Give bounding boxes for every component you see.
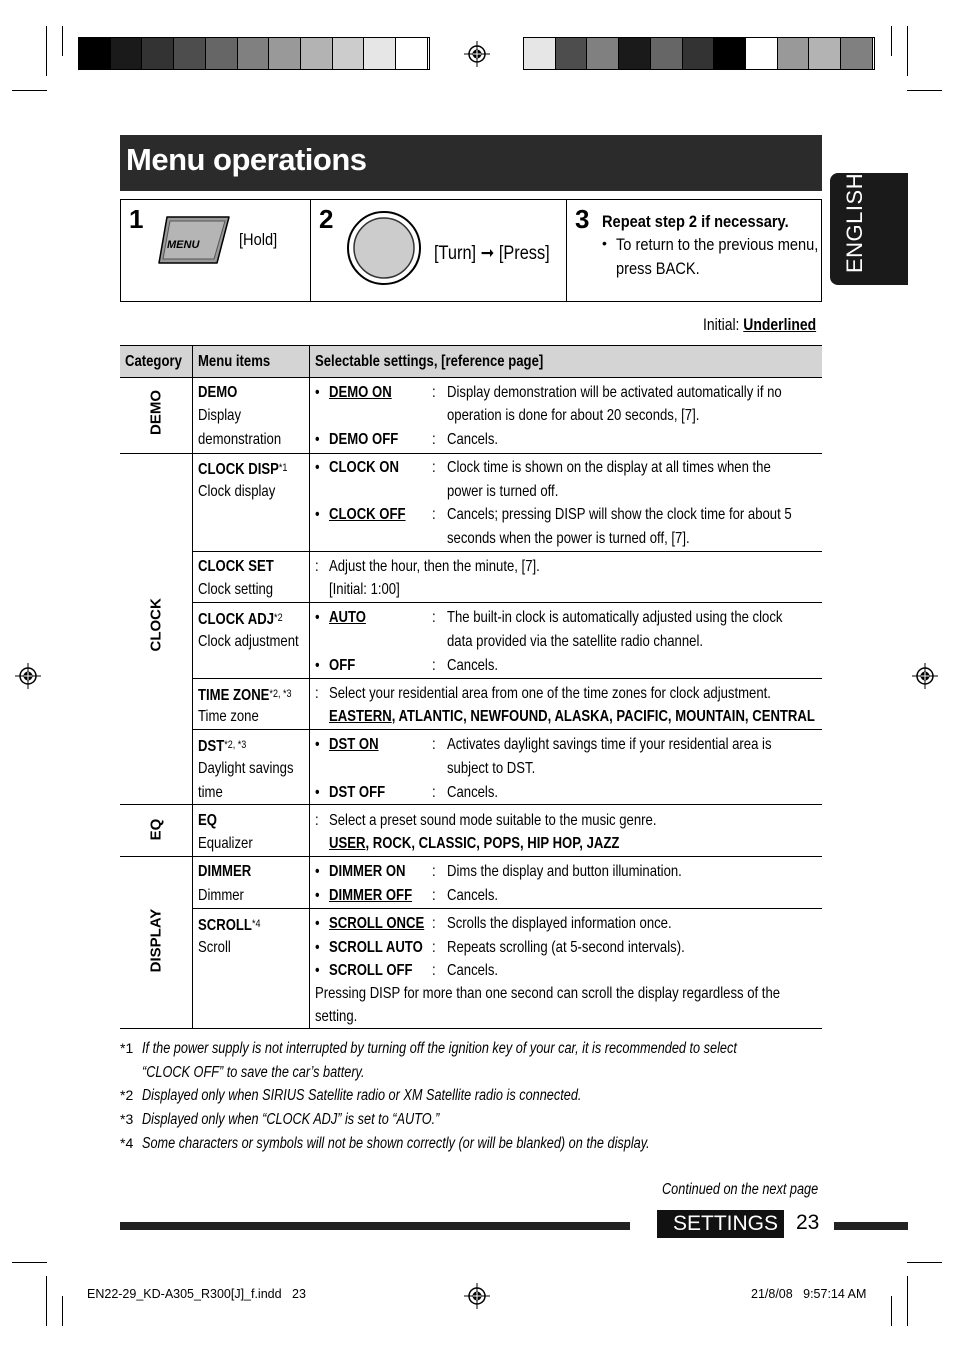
crop-mark: [891, 26, 892, 56]
footnote-mark: *3: [120, 1111, 134, 1127]
scroll-note: setting.: [315, 1008, 358, 1025]
bullet-icon: •: [315, 863, 320, 880]
crop-mark: [12, 1262, 47, 1263]
option-desc: The built-in clock is automatically adjusted using the clock: [447, 609, 783, 626]
color-swatch: [206, 38, 238, 69]
step-1-action: [Hold]: [239, 230, 278, 249]
category-display: DISPLAY: [147, 908, 165, 973]
header-menu-items: Menu items: [198, 353, 271, 370]
crop-mark: [12, 90, 47, 91]
option-auto: AUTO: [329, 609, 366, 626]
separator-colon: :: [432, 384, 436, 401]
initial-note: [703, 315, 816, 335]
step-3-number: 3: [575, 204, 590, 234]
option-desc: Cancels.: [447, 657, 499, 674]
item-time-zone-sub: Time zone: [198, 708, 259, 725]
bullet-icon: •: [315, 736, 320, 753]
item-scroll: SCROLL*4: [198, 917, 261, 934]
color-swatch: [174, 38, 206, 69]
item-dimmer: DIMMER: [198, 863, 252, 880]
separator-colon: :: [432, 863, 436, 880]
option-desc: Cancels.: [447, 784, 499, 801]
color-swatch: [524, 38, 556, 69]
option-desc: Scrolls the displayed information once.: [447, 915, 672, 932]
crop-mark: [907, 26, 908, 76]
item-clock-adj-sub: Clock adjustment: [198, 633, 299, 650]
separator-colon: :: [432, 962, 436, 979]
option-desc: operation is done for about 20 seconds, [7].: [447, 407, 700, 424]
option-desc: [Initial: 1:00]: [329, 581, 400, 598]
option-scroll-once: SCROLL ONCE: [329, 915, 425, 932]
crop-mark: [46, 26, 47, 76]
footnote-text: If the power supply is not interrupted by turning off the ignition key of your car, it is recommended to select: [142, 1040, 737, 1057]
option-dimmer-on: DIMMER ON: [329, 863, 406, 880]
registration-mark-icon: [15, 663, 41, 689]
option-desc: Cancels; pressing DISP will show the clock time for about 5: [447, 506, 792, 523]
option-desc: Cancels.: [447, 431, 499, 448]
bullet-icon: •: [315, 431, 320, 448]
header-settings: Selectable settings, [reference page]: [315, 353, 544, 370]
color-swatch: [364, 38, 396, 69]
separator-colon: :: [432, 506, 436, 523]
color-swatch: [683, 38, 715, 69]
option-off: OFF: [329, 657, 356, 674]
menu-key-label: MENU: [167, 239, 200, 251]
option-dimmer-off: DIMMER OFF: [329, 887, 413, 904]
option-dst-off: DST OFF: [329, 784, 386, 801]
option-desc: Display demonstration will be activated automatically if no: [447, 384, 782, 401]
initial-note-label: Initial:: [703, 315, 744, 334]
color-swatch: [301, 38, 333, 69]
bullet-icon: •: [315, 887, 320, 904]
crop-mark: [907, 90, 942, 91]
option-desc: Activates daylight savings time if your residential area is: [447, 736, 772, 753]
crop-mark: [907, 1262, 942, 1263]
color-swatch: [238, 38, 270, 69]
separator-colon: :: [315, 558, 319, 575]
color-swatch: [269, 38, 301, 69]
color-swatch: [746, 38, 778, 69]
registration-mark-icon: [912, 663, 938, 689]
crop-mark: [891, 1296, 892, 1326]
eq-options: USER, ROCK, CLASSIC, POPS, HIP HOP, JAZZ: [329, 835, 620, 852]
step-1-number: 1: [129, 204, 144, 234]
print-file-info: EN22-29_KD-A305_R300[J]_f.indd 23: [87, 1287, 306, 1301]
item-demo: DEMO: [198, 384, 238, 401]
footnote-mark: *2: [120, 1087, 134, 1103]
bullet-icon: •: [315, 939, 320, 956]
option-desc: Adjust the hour, then the minute, [7].: [329, 558, 540, 575]
color-swatch: [778, 38, 810, 69]
footnote-text: Displayed only when “CLOCK ADJ” is set to “AUTO.”: [142, 1111, 440, 1128]
print-date-info: 21/8/08 9:57:14 AM: [751, 1287, 867, 1301]
footnote-mark: *1: [120, 1040, 134, 1056]
color-swatch: [714, 38, 746, 69]
option-desc: Select a preset sound mode suitable to the music genre.: [329, 812, 657, 829]
item-demo-sub: Display: [198, 407, 242, 424]
item-clock-disp-sub: Clock display: [198, 483, 276, 500]
item-eq-sub: Equalizer: [198, 835, 253, 852]
option-demo-on: DEMO ON: [329, 384, 392, 401]
color-swatch: [841, 38, 873, 69]
step-3-bullet-cont: press BACK.: [616, 259, 700, 278]
item-dst-sub: time: [198, 784, 223, 801]
crop-mark: [46, 1276, 47, 1326]
option-desc: Repeats scrolling (at 5-second intervals).: [447, 939, 685, 956]
footnote-text: Some characters or symbols will not be shown correctly (or will be blanked) on the display.: [142, 1135, 650, 1152]
time-zone-options: EASTERN, ATLANTIC, NEWFOUND, ALASKA, PACIFIC, MOUNTAIN, CENTRAL: [329, 708, 815, 725]
color-swatch: [111, 38, 143, 69]
step-3-bullet: To return to the previous menu,: [616, 235, 819, 254]
step-2-action: [Turn] ➞ [Press]: [434, 243, 550, 264]
color-swatch: [333, 38, 365, 69]
separator-colon: :: [315, 812, 319, 829]
option-desc: Cancels.: [447, 887, 499, 904]
separator-colon: :: [432, 915, 436, 932]
separator-colon: :: [315, 685, 319, 702]
color-swatch-strip-left: [78, 37, 430, 70]
footnote-mark: *4: [120, 1135, 134, 1151]
color-swatch: [142, 38, 174, 69]
option-dst-on: DST ON: [329, 736, 379, 753]
steps-box: [120, 199, 822, 302]
language-tab: [830, 173, 908, 285]
item-time-zone: TIME ZONE*2, *3: [198, 687, 292, 704]
option-desc: subject to DST.: [447, 760, 536, 777]
scroll-note: Pressing DISP for more than one second can scroll the display regardless of the: [315, 985, 781, 1002]
section-label-box: [657, 1210, 784, 1238]
step-2-number: 2: [319, 204, 334, 234]
bullet-icon: •: [315, 506, 320, 523]
header-category: Category: [125, 353, 182, 370]
option-desc: Dims the display and button illumination.: [447, 863, 682, 880]
registration-mark-icon: [464, 1283, 490, 1309]
option-clock-off: CLOCK OFF: [329, 506, 406, 523]
item-dst: DST*2, *3: [198, 738, 247, 755]
option-scroll-off: SCROLL OFF: [329, 962, 413, 979]
bullet-icon: •: [315, 459, 320, 476]
bottom-rule: [120, 1222, 630, 1230]
category-demo: DEMO: [147, 390, 165, 435]
item-clock-adj: CLOCK ADJ*2: [198, 611, 283, 628]
separator-colon: :: [432, 939, 436, 956]
section-label: SETTINGS: [673, 1212, 779, 1235]
registration-mark-icon: [464, 41, 490, 67]
crop-mark: [62, 26, 63, 56]
bullet-icon: •: [315, 915, 320, 932]
footnote-text: Displayed only when SIRIUS Satellite radio or XM Satellite radio is connected.: [142, 1087, 582, 1104]
color-swatch: [79, 38, 111, 69]
item-dimmer-sub: Dimmer: [198, 887, 244, 904]
bullet-icon: •: [602, 235, 607, 251]
item-clock-disp: CLOCK DISP*1: [198, 461, 288, 478]
option-desc: seconds when the power is turned off, [7].: [447, 530, 690, 547]
initial-note-value: Underlined: [743, 315, 817, 334]
item-clock-set: CLOCK SET: [198, 558, 274, 575]
page-number: 23: [796, 1211, 820, 1234]
color-swatch: [619, 38, 651, 69]
option-clock-on: CLOCK ON: [329, 459, 399, 476]
color-swatch: [809, 38, 841, 69]
option-desc: power is turned off.: [447, 483, 559, 500]
bottom-rule: [834, 1222, 908, 1230]
item-scroll-sub: Scroll: [198, 939, 231, 956]
separator-colon: :: [432, 459, 436, 476]
option-desc: Cancels.: [447, 962, 499, 979]
menu-button-icon: [155, 213, 235, 267]
bullet-icon: •: [315, 784, 320, 801]
continued-note: Continued on the next page: [662, 1181, 819, 1198]
item-demo-sub: demonstration: [198, 431, 282, 448]
color-swatch: [396, 38, 428, 69]
bullet-icon: •: [315, 609, 320, 626]
page-title: Menu operations: [126, 142, 367, 177]
option-demo-off: DEMO OFF: [329, 431, 399, 448]
step-3-heading: Repeat step 2 if necessary.: [602, 212, 789, 231]
item-clock-set-sub: Clock setting: [198, 581, 274, 598]
separator-colon: :: [432, 887, 436, 904]
page-title-bar: [120, 135, 822, 191]
color-swatch: [651, 38, 683, 69]
crop-mark: [62, 1296, 63, 1326]
separator-colon: :: [432, 657, 436, 674]
color-swatch: [587, 38, 619, 69]
item-eq: EQ: [198, 812, 217, 829]
language-tab-label: ENGLISH: [842, 172, 867, 273]
bullet-icon: •: [315, 962, 320, 979]
control-dial-icon: [346, 210, 422, 286]
crop-mark: [907, 1276, 908, 1326]
bullet-icon: •: [315, 384, 320, 401]
separator-colon: :: [432, 609, 436, 626]
option-scroll-auto: SCROLL AUTO: [329, 939, 423, 956]
separator-colon: :: [432, 736, 436, 753]
option-desc: Clock time is shown on the display at all times when the: [447, 459, 771, 476]
option-desc: data provided via the satellite radio channel.: [447, 633, 704, 650]
footnote-text: “CLOCK OFF” to save the car’s battery.: [142, 1064, 365, 1081]
category-eq: EQ: [147, 818, 165, 841]
category-clock: CLOCK: [147, 598, 165, 652]
item-dst-sub: Daylight savings: [198, 760, 294, 777]
bullet-icon: •: [315, 657, 320, 674]
color-swatch-strip-right: [523, 37, 875, 70]
separator-colon: :: [432, 784, 436, 801]
option-desc: Select your residential area from one of the time zones for clock adjustment.: [329, 685, 771, 702]
separator-colon: :: [432, 431, 436, 448]
color-swatch: [556, 38, 588, 69]
